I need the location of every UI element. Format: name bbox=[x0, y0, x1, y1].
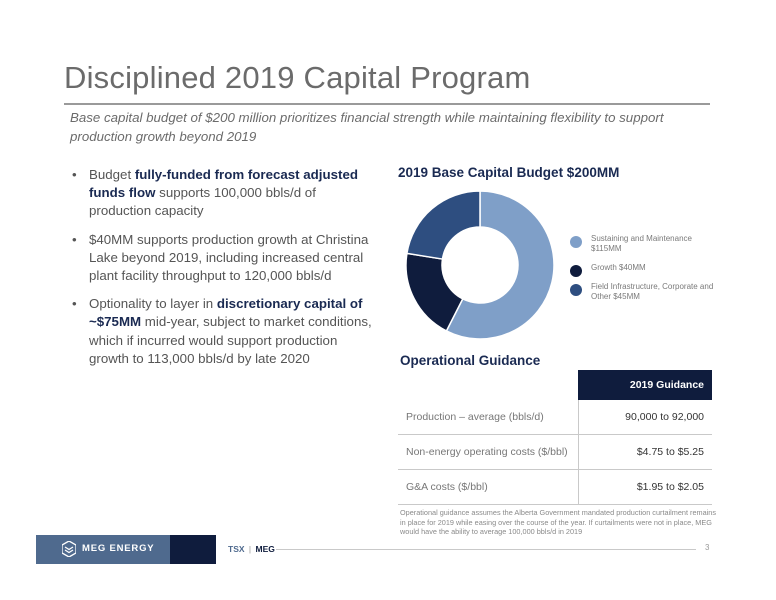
row-label: G&A costs ($/bbl) bbox=[398, 470, 578, 505]
ticker bbox=[228, 544, 275, 554]
table-row bbox=[398, 400, 712, 435]
page-subtitle: Base capital budget of $200 million prioritizes financial strength while maintaining flexibility to support production growth beyond 2019 bbox=[70, 110, 664, 144]
table-corner bbox=[398, 370, 578, 400]
bullet-growth: • $40MM supports production growth at Christina Lake beyond 2019, including increased central plant facility throughput to 120,000 bbls/d bbox=[72, 231, 369, 284]
legend-swatch bbox=[570, 265, 582, 277]
legend-item bbox=[570, 282, 720, 302]
title-divider bbox=[64, 103, 710, 105]
brand-name: MEG ENERGY bbox=[82, 543, 155, 554]
logo-dark-block bbox=[170, 535, 216, 564]
bullet-funding: • Budget fully-funded from forecast adjusted funds flow supports 100,000 bbls/d of production capacity bbox=[72, 167, 358, 219]
ticker-separator: | bbox=[248, 544, 252, 554]
footer-divider bbox=[276, 549, 696, 550]
row-label: Production – average (bbls/d) bbox=[398, 400, 578, 435]
legend-swatch bbox=[570, 236, 582, 248]
chart-legend bbox=[570, 234, 720, 311]
donut-slice bbox=[407, 191, 480, 259]
company-logo bbox=[36, 535, 216, 564]
bullet-optionality: • Optionality to layer in discretionary capital of ~$75MM mid-year, subject to market conditions, which if incurred would support production growth to 113,000 bbls/d by late 2020 bbox=[72, 296, 372, 366]
table-row bbox=[398, 435, 712, 470]
bullet-glyph: • bbox=[72, 231, 77, 247]
bullet-glyph: • bbox=[72, 296, 77, 312]
bullet-glyph: • bbox=[72, 167, 77, 182]
row-label: Non-energy operating costs ($/bbl) bbox=[398, 435, 578, 470]
row-value: $1.95 to $2.05 bbox=[578, 470, 712, 505]
row-value: 90,000 to 92,000 bbox=[578, 400, 712, 435]
chart-title: 2019 Base Capital Budget $200MM bbox=[398, 165, 620, 180]
capital-budget-donut-chart bbox=[395, 185, 565, 345]
exchange-label: TSX bbox=[228, 544, 245, 554]
guidance-title: Operational Guidance bbox=[400, 353, 541, 368]
key-points-list bbox=[72, 166, 372, 378]
row-value: $4.75 to $5.25 bbox=[578, 435, 712, 470]
legend-label: Field Infrastructure, Corporate and Other $45MM bbox=[591, 282, 714, 301]
meg-logo-icon bbox=[62, 541, 76, 557]
bullet-emphasis: fully-funded from forecast adjusted funds flow bbox=[89, 167, 358, 201]
guidance-table bbox=[398, 370, 712, 505]
legend-label: Sustaining and Maintenance $115MM bbox=[591, 234, 692, 253]
table-column-header: 2019 Guidance bbox=[578, 370, 712, 400]
bullet-emphasis: discretionary capital of ~$75MM bbox=[89, 296, 363, 330]
legend-item bbox=[570, 234, 720, 254]
page-title: Disciplined 2019 Capital Program bbox=[64, 60, 531, 95]
ticker-symbol: MEG bbox=[255, 544, 275, 554]
legend-label: Growth $40MM bbox=[591, 263, 646, 272]
table-row bbox=[398, 470, 712, 505]
legend-item bbox=[570, 263, 720, 273]
guidance-footnote: Operational guidance assumes the Alberta Government mandated production curtailment remains in place for 2019 while easing over the course of the year. If curtailments were not in place, MEG would have the ability to average 100,000 bbls/d in 2019 bbox=[400, 508, 716, 537]
page-number: 3 bbox=[705, 543, 710, 552]
legend-swatch bbox=[570, 284, 582, 296]
